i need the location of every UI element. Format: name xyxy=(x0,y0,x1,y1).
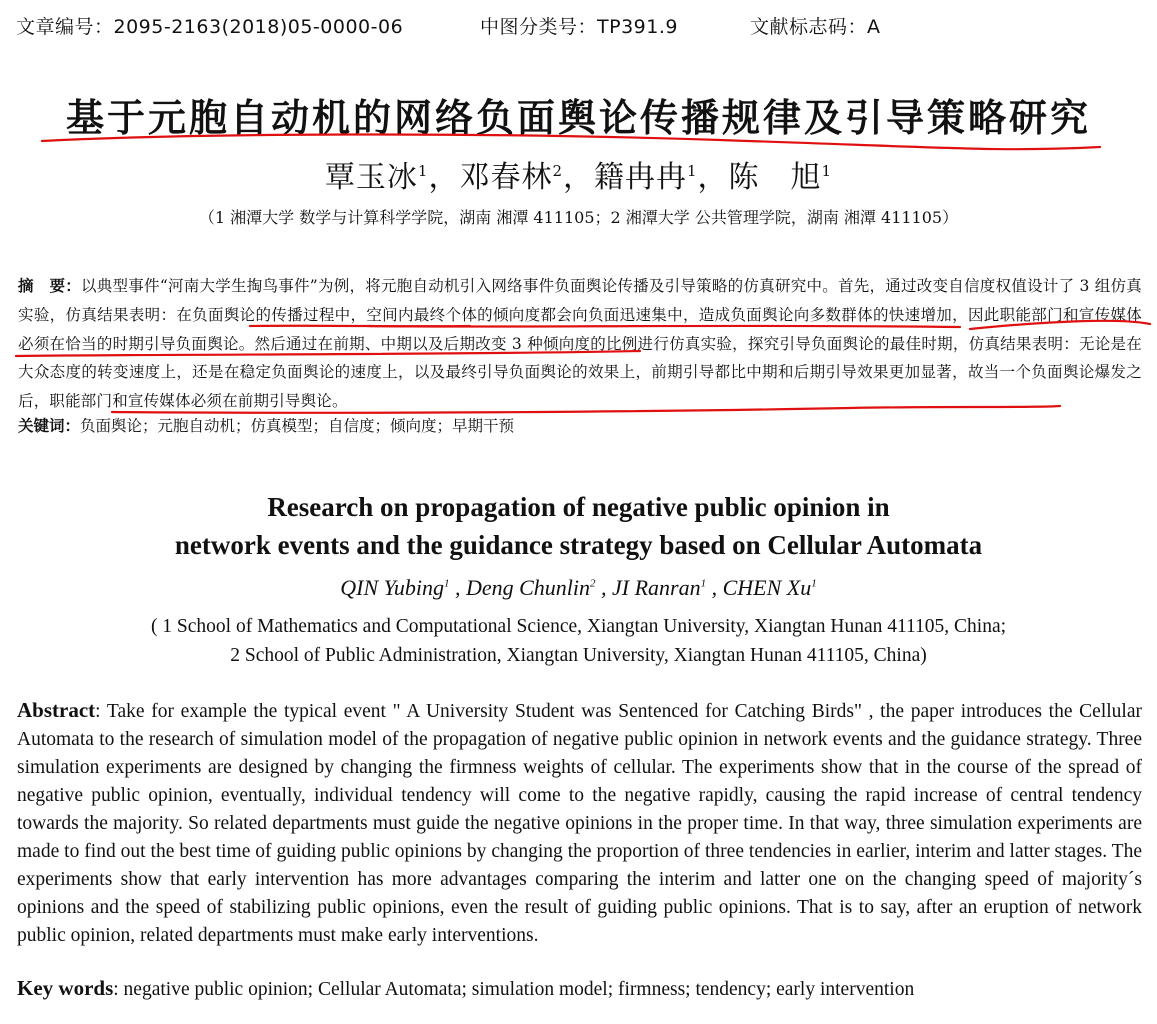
author-name: 陈 旭 xyxy=(728,160,822,195)
keywords-label: Key words xyxy=(17,976,114,1000)
author-name: 邓春林 xyxy=(459,160,553,195)
chinese-abstract xyxy=(18,272,1142,416)
affiliation-line: ( 1 School of Mathematics and Computational Science, Xiangtan University, Xiangtan Hunan 411105, China; xyxy=(150,616,1007,637)
abstract-label: Abstract xyxy=(17,698,96,722)
document-code: 文献标志码：A xyxy=(750,16,881,38)
author-name: JI Ranran xyxy=(612,575,701,600)
english-title-line: Research on propagation of negative public opinion in xyxy=(267,492,890,522)
author-aff: 2 xyxy=(552,162,563,180)
author-name: QIN Yubing xyxy=(340,575,444,600)
author-aff: 1 xyxy=(700,577,707,590)
author-aff: 1 xyxy=(811,577,817,590)
abstract-text: : Take for example the typical event " A University Student was Sentenced for Catching Birds" , the paper introduces the Cellular Automata to the research of simulation model of the propagation of negative public opinion in network events and the guidance strategy. Three simulation experiments are designed by changing the firmness weights of cellular. The experiments show that in the course of the spread of negative public opinion, eventually, individual tendency will come to the negative rapidly, causing the rapid increase of central tendency towards the majority. So related departments must guide the negative opinions in the proper time. In that way, three simulation experiments are made to find out the best time of guiding public opinions by changing the proportion of three tendencies in earlier, interim and latter stages. The experiments show that early intervention has more advantages comparing the interim and latter one on the changing speed of majority´s opinions and the speed of stabilizing public opinions, even the result of guiding public opinions. That is to say, after an eruption of network public opinion, related departments must make early interventions. xyxy=(17,701,1142,946)
chinese-keywords xyxy=(18,414,1142,436)
chinese-title: 基于元胞自动机的网络负面舆论传播规律及引导策略研究 xyxy=(65,96,1091,140)
english-authors: QIN Yubing$^1$ , Deng Chunlin$^2$ , JI Ranran$^1$ , CHEN Xu$^1$ xyxy=(340,575,817,600)
abstract-text: 以典型事件“河南大学生掏鸟事件”为例，将元胞自动机引入网络事件负面舆论传播及引导策略的仿真研究中。首先，通过改变自信度权值设计了 3 组仿真实验，仿真结果表明：在负面舆论的传播过程中，空间内最终个体的倾向度都会向负面迅速集中，造成负面舆论向多数群体的快速增加，因此职能部门和宣传媒体必须在恰当的时期引导负面舆论。然后通过在前期、中期以及后期改变 3 种倾向度的比例进行仿真实验，探究引导负面舆论的最佳时期，仿真结果表明：无论是在大众态度的转变速度上，还是在稳定负面舆论的速度上，以及最终引导负面舆论的效果上，前期引导都比中期和后期引导效果更加显著，故当一个负面舆论爆发之后，职能部门和宣传媒体必须在前期引导舆论。 xyxy=(18,277,1142,411)
english-abstract xyxy=(17,696,1142,950)
english-title xyxy=(0,488,1157,564)
chinese-authors: 覃玉冰$^1$，邓春林$^2$，籍冉冉$^1$，陈 旭$^1$ xyxy=(324,160,833,195)
clc-number: 中图分类号：TP391.9 xyxy=(480,16,678,38)
author-aff: 1 xyxy=(821,162,833,180)
author-name: CHEN Xu xyxy=(722,575,812,600)
author-aff: 1 xyxy=(417,162,429,180)
author-aff: 1 xyxy=(443,577,450,590)
chinese-affiliation: （1 湘潭大学 数学与计算科学学院，湖南 湘潭 411105；2 湘潭大学 公共管理学院，湖南 湘潭 411105） xyxy=(198,208,959,227)
author-aff: 2 xyxy=(590,577,596,590)
author-aff: 1 xyxy=(687,162,698,180)
author-name: 覃玉冰 xyxy=(324,160,418,195)
english-title-line: network events and the guidance strategy based on Cellular Automata xyxy=(174,530,983,560)
english-affiliation xyxy=(0,612,1157,670)
keywords-label: 关键词： xyxy=(18,417,81,435)
author-name: 籍冉冉 xyxy=(594,160,687,195)
keywords-text: 负面舆论；元胞自动机；仿真模型；自信度；倾向度；早期干预 xyxy=(80,417,515,435)
keywords-text: : negative public opinion; Cellular Automata; simulation model; firmness; tendency; early intervention xyxy=(113,979,915,1000)
author-name: Deng Chunlin xyxy=(465,575,591,600)
abstract-label: 摘 要： xyxy=(18,277,82,295)
english-keywords xyxy=(17,976,1142,1001)
article-number: 文章编号：2095-2163(2018)05-0000-06 xyxy=(16,16,404,38)
affiliation-line: 2 School of Public Administration, Xiangtan University, Xiangtan Hunan 411105, China) xyxy=(230,645,927,666)
